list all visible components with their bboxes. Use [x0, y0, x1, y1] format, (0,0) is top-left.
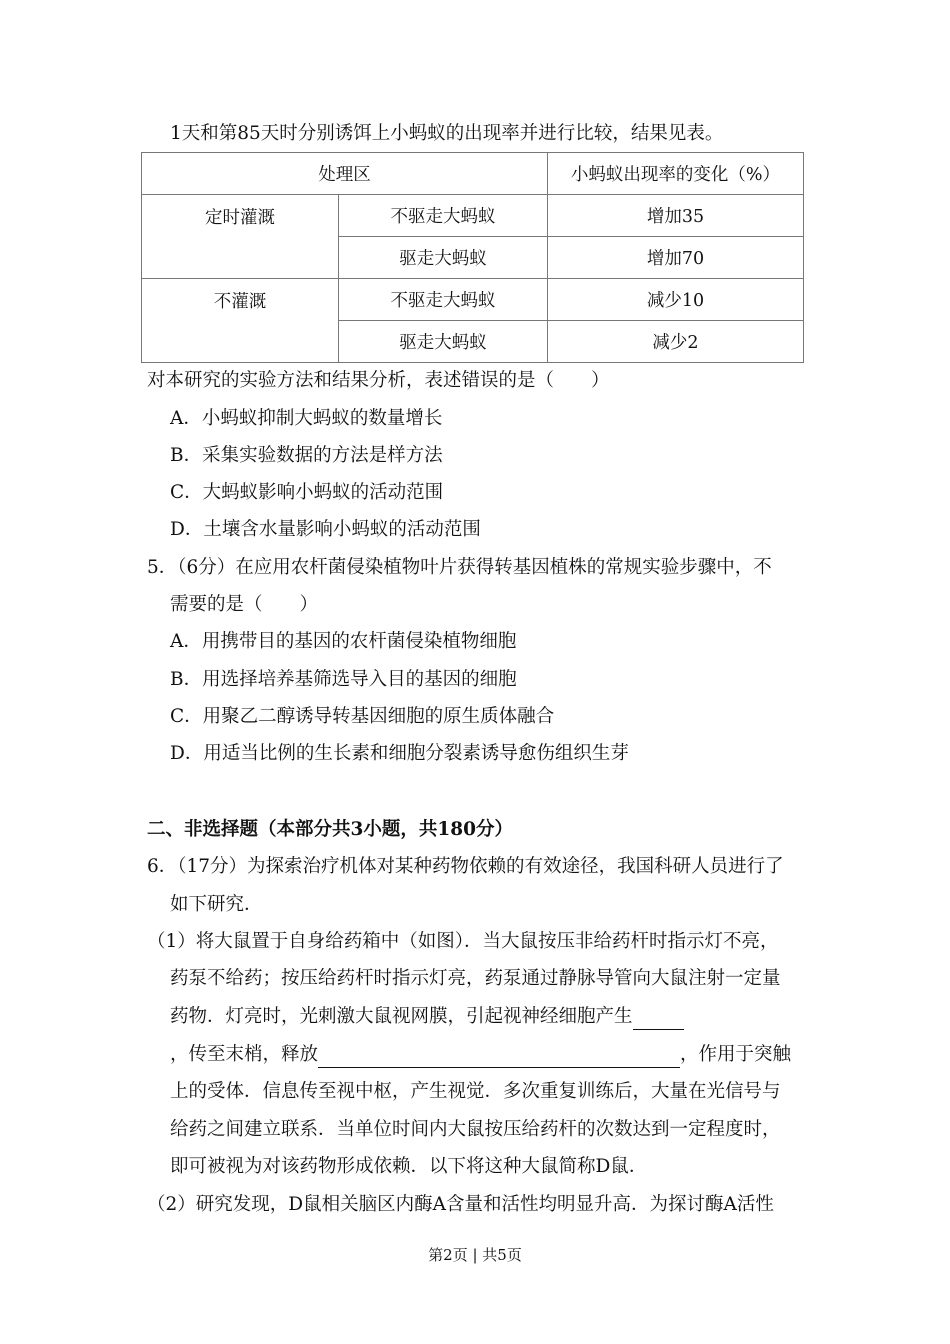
- table-cell: 增加70: [548, 237, 804, 279]
- table-row: [142, 279, 804, 321]
- section-heading: 二、非选择题（本部分共3小题，共180分）: [147, 819, 513, 840]
- table-group-cell: 不灌溉: [142, 279, 339, 363]
- answer-blank[interactable]: [318, 1047, 680, 1068]
- table-cell: 减少2: [548, 321, 804, 363]
- table-cell: 驱走大蚂蚁: [339, 321, 548, 363]
- q6-stem-line2: 如下研究．: [170, 894, 263, 915]
- q5-option-c: C．用聚乙二醇诱导转基因细胞的原生质体融合: [170, 706, 555, 727]
- q5-stem-line2: 需要的是（ ）: [170, 594, 319, 615]
- table-header-cell: 小蚂蚁出现率的变化（%）: [548, 153, 804, 195]
- table-header-cell: 处理区: [142, 153, 548, 195]
- q6-part1-line4-text-a: ，传至末梢，释放: [170, 1044, 319, 1065]
- q6-part1-line3: [170, 1004, 684, 1030]
- table-cell: 不驱走大蚂蚁: [339, 195, 548, 237]
- q4-stem: 对本研究的实验方法和结果分析，表述错误的是（ ）: [147, 370, 610, 391]
- q6-part1-line3-text: 药物．灯亮时，光刺激大鼠视网膜，引起视神经细胞产生: [170, 1006, 633, 1027]
- q5-option-a: A．用携带目的基因的农杆菌侵染植物细胞: [170, 631, 517, 652]
- table-group-cell: 定时灌溉: [142, 195, 339, 279]
- q4-option-c: C．大蚂蚁影响小蚂蚁的活动范围: [170, 482, 444, 503]
- table-cell: 驱走大蚂蚁: [339, 237, 548, 279]
- q6-part1-line4: [170, 1042, 791, 1068]
- table-cell: 减少10: [548, 279, 804, 321]
- table-header-row: [142, 153, 804, 195]
- table-cell: 不驱走大蚂蚁: [339, 279, 548, 321]
- q5-option-b: B．用选择培养基筛选导入目的基因的细胞: [170, 669, 517, 690]
- q6-part1-line5: 上的受体．信息传至视中枢，产生视觉．多次重复训练后，大量在光信号与: [170, 1081, 781, 1102]
- q6-stem-line1: 6．（17分）为探索治疗机体对某种药物依赖的有效途径，我国科研人员进行了: [147, 856, 784, 877]
- q6-part1-line4-text-b: ，作用于突触: [680, 1044, 792, 1065]
- q5-option-d: D．用适当比例的生长素和细胞分裂素诱导愈伤组织生芽: [170, 743, 629, 764]
- intro-line: 1天和第85天时分别诱饵上小蚂蚁的出现率并进行比较，结果见表。: [170, 123, 724, 144]
- q6-part2-line1: （2）研究发现，D鼠相关脑区内酶A含量和活性均明显升高．为探讨酶A活性: [147, 1194, 774, 1215]
- q6-part1-line7: 即可被视为对该药物形成依赖．以下将这种大鼠简称D鼠．: [170, 1156, 648, 1177]
- q6-part1-line6: 给药之间建立联系．当单位时间内大鼠按压给药杆的次数达到一定程度时，: [170, 1119, 781, 1140]
- page-footer: 第2页 | 共5页: [428, 1246, 522, 1264]
- results-table: [141, 152, 804, 363]
- q4-option-a: A．小蚂蚁抑制大蚂蚁的数量增长: [170, 408, 443, 429]
- answer-blank[interactable]: [633, 1009, 684, 1030]
- q6-part1-line1: （1）将大鼠置于自身给药箱中（如图）．当大鼠按压非给药杆时指示灯不亮，: [147, 931, 779, 952]
- q4-option-d: D．土壤含水量影响小蚂蚁的活动范围: [170, 519, 481, 540]
- q4-option-b: B．采集实验数据的方法是样方法: [170, 445, 443, 466]
- q6-part1-line2: 药泵不给药；按压给药杆时指示灯亮，药泵通过静脉导管向大鼠注射一定量: [170, 968, 781, 989]
- q5-stem-line1: 5．（6分）在应用农杆菌侵染植物叶片获得转基因植株的常规实验步骤中，不: [147, 557, 772, 578]
- table-row: [142, 195, 804, 237]
- table-cell: 增加35: [548, 195, 804, 237]
